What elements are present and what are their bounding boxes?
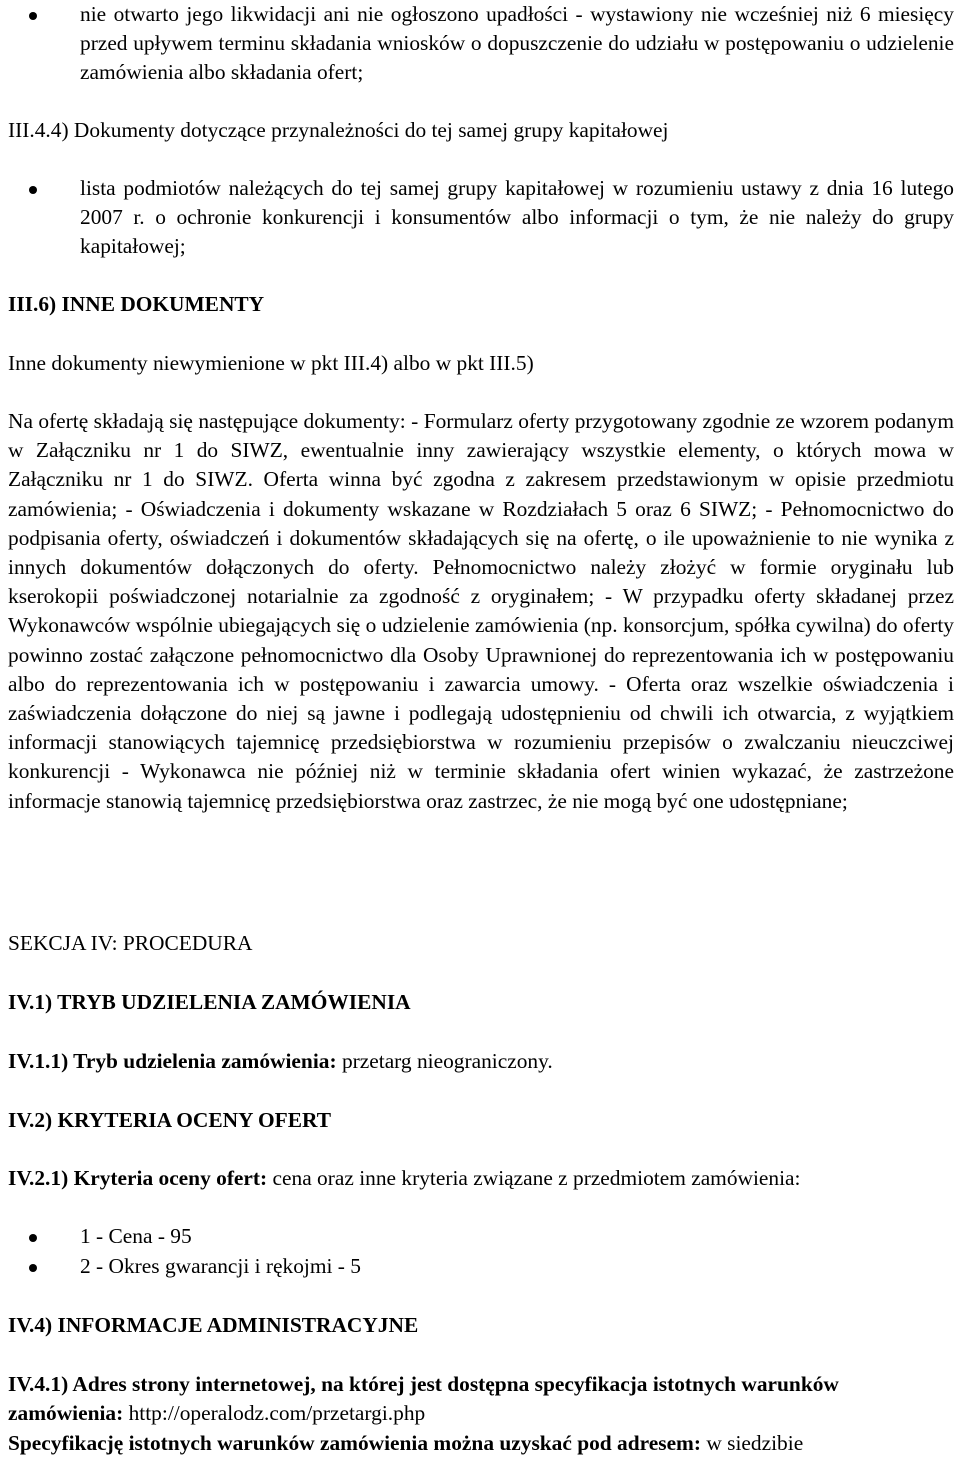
list-item-text: 1 - Cena - 95 — [80, 1224, 192, 1248]
list-item-text: 2 - Okres gwarancji i rękojmi - 5 — [80, 1254, 361, 1278]
list-item-text: lista podmiotów należących do tej samej grupy kapitałowej w rozumieniu ustawy z dnia 16 lutego 2007 r. o ochronie konkurencji i konsumentów albo informacji o tym, że nie należy do grupy kapitałowej; — [80, 176, 954, 259]
section-heading: III.6) INNE DOKUMENTY — [8, 292, 265, 316]
list-item — [80, 1252, 954, 1281]
section-heading: IV.1) TRYB UDZIELENIA ZAMÓWIENIA — [8, 990, 411, 1014]
field-label: IV.2.1) Kryteria oceny ofert: — [8, 1166, 268, 1190]
bullet-icon — [29, 186, 37, 194]
field-row — [8, 1164, 954, 1193]
bullet-icon — [29, 1234, 37, 1242]
field-row — [8, 1429, 954, 1458]
field-label: IV.1.1) Tryb udzielenia zamówienia: — [8, 1049, 337, 1073]
field-value: cena oraz inne kryteria związane z przedmiotem zamówienia: — [267, 1166, 801, 1190]
list-item — [80, 0, 954, 88]
field-value: przetarg nieograniczony. — [336, 1049, 553, 1073]
list-item — [80, 1222, 954, 1251]
body-paragraph: Na ofertę składają się następujące dokumenty: - Formularz oferty przygotowany zgodnie ze wzorem podanym w Załączniku nr 1 do SIWZ, ewentualnie inny zawierający wszystkie elementy, o których mowa w Załączniku nr 1 do SIWZ. Oferta winna być zgodna z zakresem przedstawionym w opisie przedmiotu zamówienia; - Oświadczenia i dokumenty wskazane w Rozdziałach 5 oraz 6 SIWZ; - Pełnomocnictwo do podpisania oferty, oświadczeń i dokumentów składających się na ofertę, o ile upoważnienie to nie wynika z innych dokumentów dołączonych do oferty. Pełnomocnictwo należy złożyć w formie oryginału lub kserokopii poświadczonej notarialnie za zgodność z oryginałem; - W przypadku oferty składanej przez Wykonawców wspólnie ubiegających się o udzielenie zamówienia (np. konsorcjum, spółka cywilna) do oferty powinno zostać załączone pełnomocnictwo dla Osoby Uprawnionej do reprezentowania ich w postępowaniu albo do reprezentowania ich w postępowaniu i zawarcia umowy. - Oferta oraz wszelkie oświadczenia i zaświadczenia dołączone do niej są jawne i podlegają udostępnieniu od chwili ich otwarcia, z wyjątkiem informacji stanowiących tajemnicę przedsiębiorstwa w rozumieniu przepisów o zwalczaniu nieuczciwej konkurencji - Wykonawca nie później niż w terminie składania ofert winien wykazać, że zastrzeżone informacje stanowią tajemnicę przedsiębiorstwa oraz zastrzec, że nie mogą być one udostępniane; — [8, 409, 954, 813]
section-heading: IV.4) INFORMACJE ADMINISTRACYJNE — [8, 1313, 419, 1337]
url-value: http://operalodz.com/przetargi.php — [123, 1401, 426, 1426]
list-item-text: nie otwarto jego likwidacji ani nie ogłoszono upadłości - wystawiony nie wcześniej niż 6 miesięcy przed upływem terminu składania wniosków o dopuszczenie do udziału w postępowaniu o udzielenie zamówienia albo składania ofert; — [80, 2, 954, 85]
bullet-icon — [29, 1264, 37, 1272]
section-heading: IV.2) KRYTERIA OCENY OFERT — [8, 1108, 331, 1132]
field-value: w siedzibie — [701, 1431, 804, 1455]
subsection-label: Inne dokumenty niewymienione w pkt III.4) albo w pkt III.5) — [8, 351, 534, 375]
field-row — [8, 1047, 954, 1076]
field-label: IV.4.1) Adres strony internetowej, na której jest dostępna specyfikacja istotnych warunków zamówienia: — [8, 1372, 839, 1426]
field-label: Specyfikację istotnych warunków zamówienia można uzyskać pod adresem: — [8, 1431, 702, 1455]
section-heading: III.4.4) Dokumenty dotyczące przynależności do tej samej grupy kapitałowej — [8, 118, 669, 142]
bullet-icon — [29, 12, 37, 20]
field-row — [8, 1370, 954, 1428]
list-item — [80, 174, 954, 262]
section-title: SEKCJA IV: PROCEDURA — [8, 931, 253, 955]
